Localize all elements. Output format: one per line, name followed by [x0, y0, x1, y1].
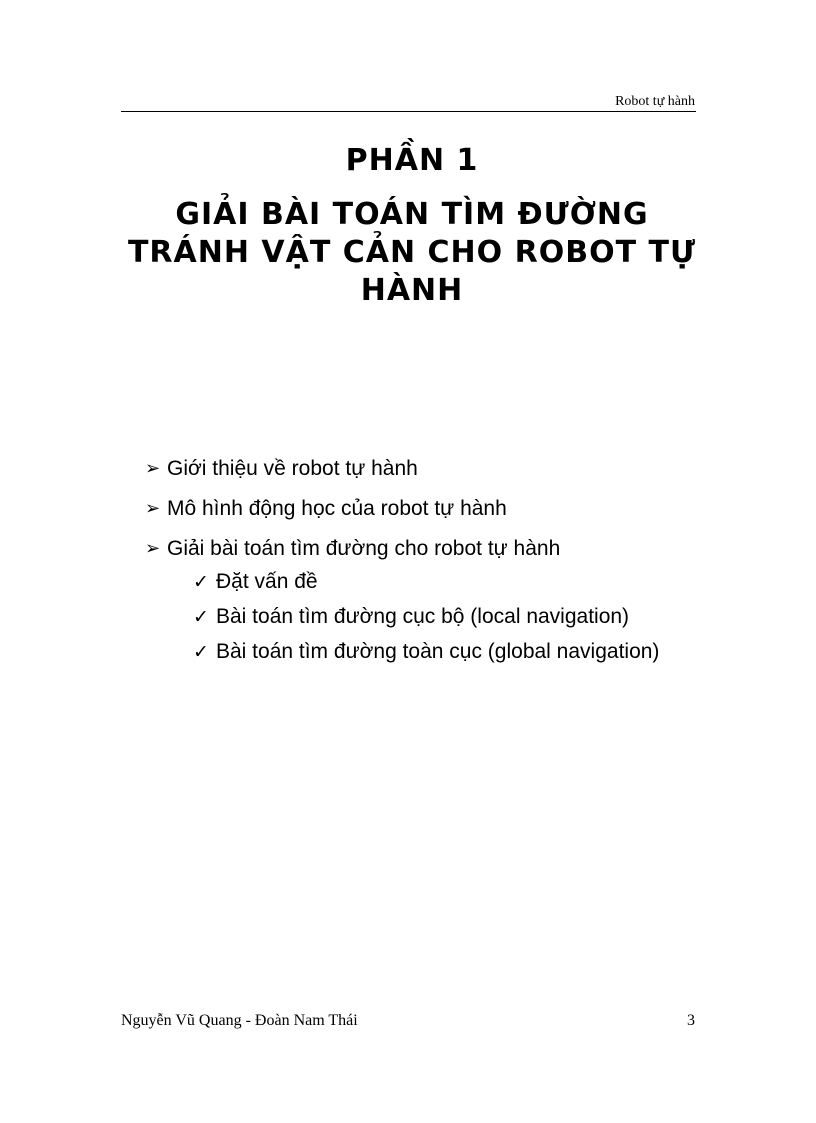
arrow-bullet-icon: ➢ — [145, 458, 161, 479]
outline-item — [145, 496, 705, 522]
checkmark-icon: ✓ — [193, 641, 209, 663]
outline-sub-item-label: Bài toán tìm đường cục bộ (local navigation) — [216, 605, 630, 628]
header-rule — [121, 111, 696, 112]
outline-item-label: Mô hình động học của robot tự hành — [167, 497, 507, 520]
outline-sub-item-label: Bài toán tìm đường toàn cục (global navigation) — [216, 640, 660, 663]
outline-list — [145, 456, 705, 666]
arrow-bullet-icon: ➢ — [145, 498, 161, 519]
outline-sub-item — [193, 568, 705, 596]
chapter-title: GIẢI BÀI TOÁN TÌM ĐƯỜNG TRÁNH VẬT CẢN CHO ROBOT TỰ HÀNH — [127, 197, 697, 308]
arrow-bullet-icon: ➢ — [145, 538, 161, 559]
outline-item — [145, 456, 705, 482]
outline-item-label: Giải bài toán tìm đường cho robot tự hành — [167, 537, 561, 560]
outline-sublist — [193, 568, 705, 666]
running-header-title: Robot tự hành — [615, 94, 695, 109]
checkmark-icon: ✓ — [193, 606, 209, 628]
footer-authors: Nguyễn Vũ Quang - Đoàn Nam Thái — [121, 1012, 358, 1029]
outline-item — [145, 536, 705, 562]
outline-sub-item — [193, 603, 705, 631]
outline-sub-item — [193, 638, 705, 666]
part-title: PHẦN 1 — [345, 143, 479, 178]
page-number: 3 — [687, 1012, 695, 1029]
outline-sub-item-label: Đặt vấn đề — [216, 570, 318, 593]
checkmark-icon: ✓ — [193, 571, 209, 593]
outline-subsection — [145, 568, 705, 666]
outline-item-label: Giới thiệu về robot tự hành — [167, 457, 418, 480]
